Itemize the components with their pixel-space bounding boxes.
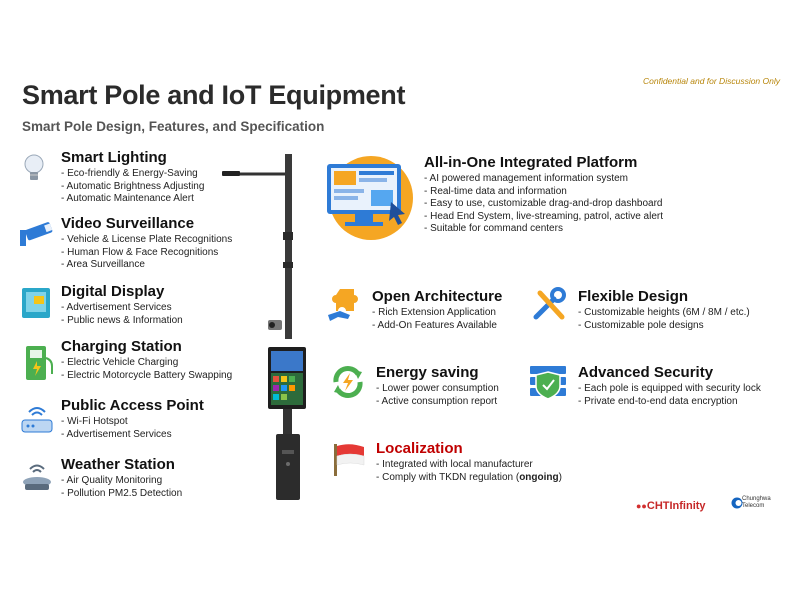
page-subtitle: Smart Pole Design, Features, and Specification <box>22 119 325 134</box>
feature-line: - Air Quality Monitoring <box>61 475 163 486</box>
feature-line: - Suitable for command centers <box>424 223 563 234</box>
company-line: Telecom <box>742 503 765 509</box>
feature-open-architecture <box>372 288 502 332</box>
feature-line: - Electric Motorcycle Battery Swapping <box>61 369 233 381</box>
feature-line: - Public news & Information <box>61 314 183 326</box>
monitor-dashboard-icon <box>321 152 417 242</box>
feature-line: - Lower power consumption <box>376 383 499 394</box>
logo-mark: ●● <box>636 501 647 511</box>
feature-line: - Integrated with local manufacturer <box>376 459 533 470</box>
feature-line: - Wi-Fi Hotspot <box>61 416 128 427</box>
feature-title: Energy saving <box>376 364 479 381</box>
feature-line: - Real-time data and information <box>424 185 567 197</box>
line-text: ) <box>558 471 562 483</box>
ongoing-label: ongoing <box>519 471 559 483</box>
feature-line: - Vehicle & License Plate Recognitions <box>61 234 233 245</box>
brand-name: CHTInfinity <box>646 500 706 512</box>
feature-line: - Head End System, live-streaming, patrol, active alert <box>424 210 663 222</box>
confidential-note: Confidential and for Discussion Only <box>642 76 780 86</box>
indonesia-flag-icon <box>330 442 368 478</box>
feature-title: Advanced Security <box>578 364 714 381</box>
light-bulb-icon <box>20 151 56 187</box>
chtinfinity-logo <box>636 496 706 514</box>
feature-line: - Area Surveillance <box>61 259 145 270</box>
line-text: - Comply with TKDN regulation ( <box>376 471 520 483</box>
feature-line: - Advertisement Services <box>61 302 172 313</box>
feature-title: Flexible Design <box>578 288 689 305</box>
server-shield-icon <box>528 362 572 402</box>
feature-title: Charging Station <box>61 338 182 355</box>
company-name <box>742 496 771 510</box>
feature-weather-station <box>61 456 182 500</box>
feature-title: Weather Station <box>61 456 175 473</box>
feature-title: Video Surveillance <box>61 215 195 232</box>
feature-public-access-point <box>61 397 204 441</box>
feature-charging-station <box>61 338 232 382</box>
tools-icon <box>532 287 568 323</box>
feature-advanced-security <box>578 364 761 408</box>
feature-line: - Automatic Brightness Adjusting <box>61 180 205 192</box>
charging-station-icon <box>22 344 58 380</box>
feature-line: - Pollution PM2.5 Detection <box>61 487 183 499</box>
feature-line: - Each pole is equipped with security lock <box>578 383 761 394</box>
puzzle-hand-icon <box>326 285 366 325</box>
feature-line: - Active consumption report <box>376 395 498 407</box>
feature-line: - Customizable pole designs <box>578 319 704 331</box>
feature-line <box>376 472 562 485</box>
display-panel-icon <box>20 286 56 322</box>
feature-flexible-design <box>578 288 750 332</box>
feature-title: Public Access Point <box>61 397 204 414</box>
feature-energy-saving <box>376 364 499 408</box>
feature-line: - Advertisement Services <box>61 428 172 440</box>
feature-title: Localization <box>376 440 463 457</box>
feature-line: - Human Flow & Face Recognitions <box>61 246 219 258</box>
feature-title: All-in-One Integrated Platform <box>424 154 638 171</box>
feature-digital-display <box>61 283 183 327</box>
feature-title: Smart Lighting <box>61 149 167 166</box>
feature-line: - AI powered management information system <box>424 173 628 184</box>
page-title: Smart Pole and IoT Equipment <box>22 80 406 110</box>
feature-line: - Private end-to-end data encryption <box>578 395 738 407</box>
energy-recycle-icon <box>328 362 368 402</box>
company-line: Chunghwa <box>742 496 771 502</box>
feature-line: - Eco-friendly & Energy-Saving <box>61 168 198 179</box>
feature-line: - Customizable heights (6M / 8M / etc.) <box>578 307 750 318</box>
feature-line: - Easy to use, customizable drag-and-drop dashboard <box>424 198 663 209</box>
feature-title: Open Architecture <box>372 288 503 305</box>
feature-line: - Electric Vehicle Charging <box>61 357 179 368</box>
wifi-router-icon <box>19 402 55 438</box>
weather-station-icon <box>19 460 55 496</box>
feature-localization <box>376 440 562 484</box>
cctv-camera-icon <box>18 220 54 256</box>
feature-title: Digital Display <box>61 283 165 300</box>
feature-line: - Automatic Maintenance Alert <box>61 193 194 204</box>
smart-pole-illustration <box>218 152 318 502</box>
feature-line: - Add-On Features Available <box>372 319 497 331</box>
feature-video-surveillance <box>61 215 232 272</box>
feature-smart-lighting <box>61 149 204 206</box>
feature-platform <box>424 154 663 236</box>
feature-line: - Rich Extension Application <box>372 307 496 318</box>
